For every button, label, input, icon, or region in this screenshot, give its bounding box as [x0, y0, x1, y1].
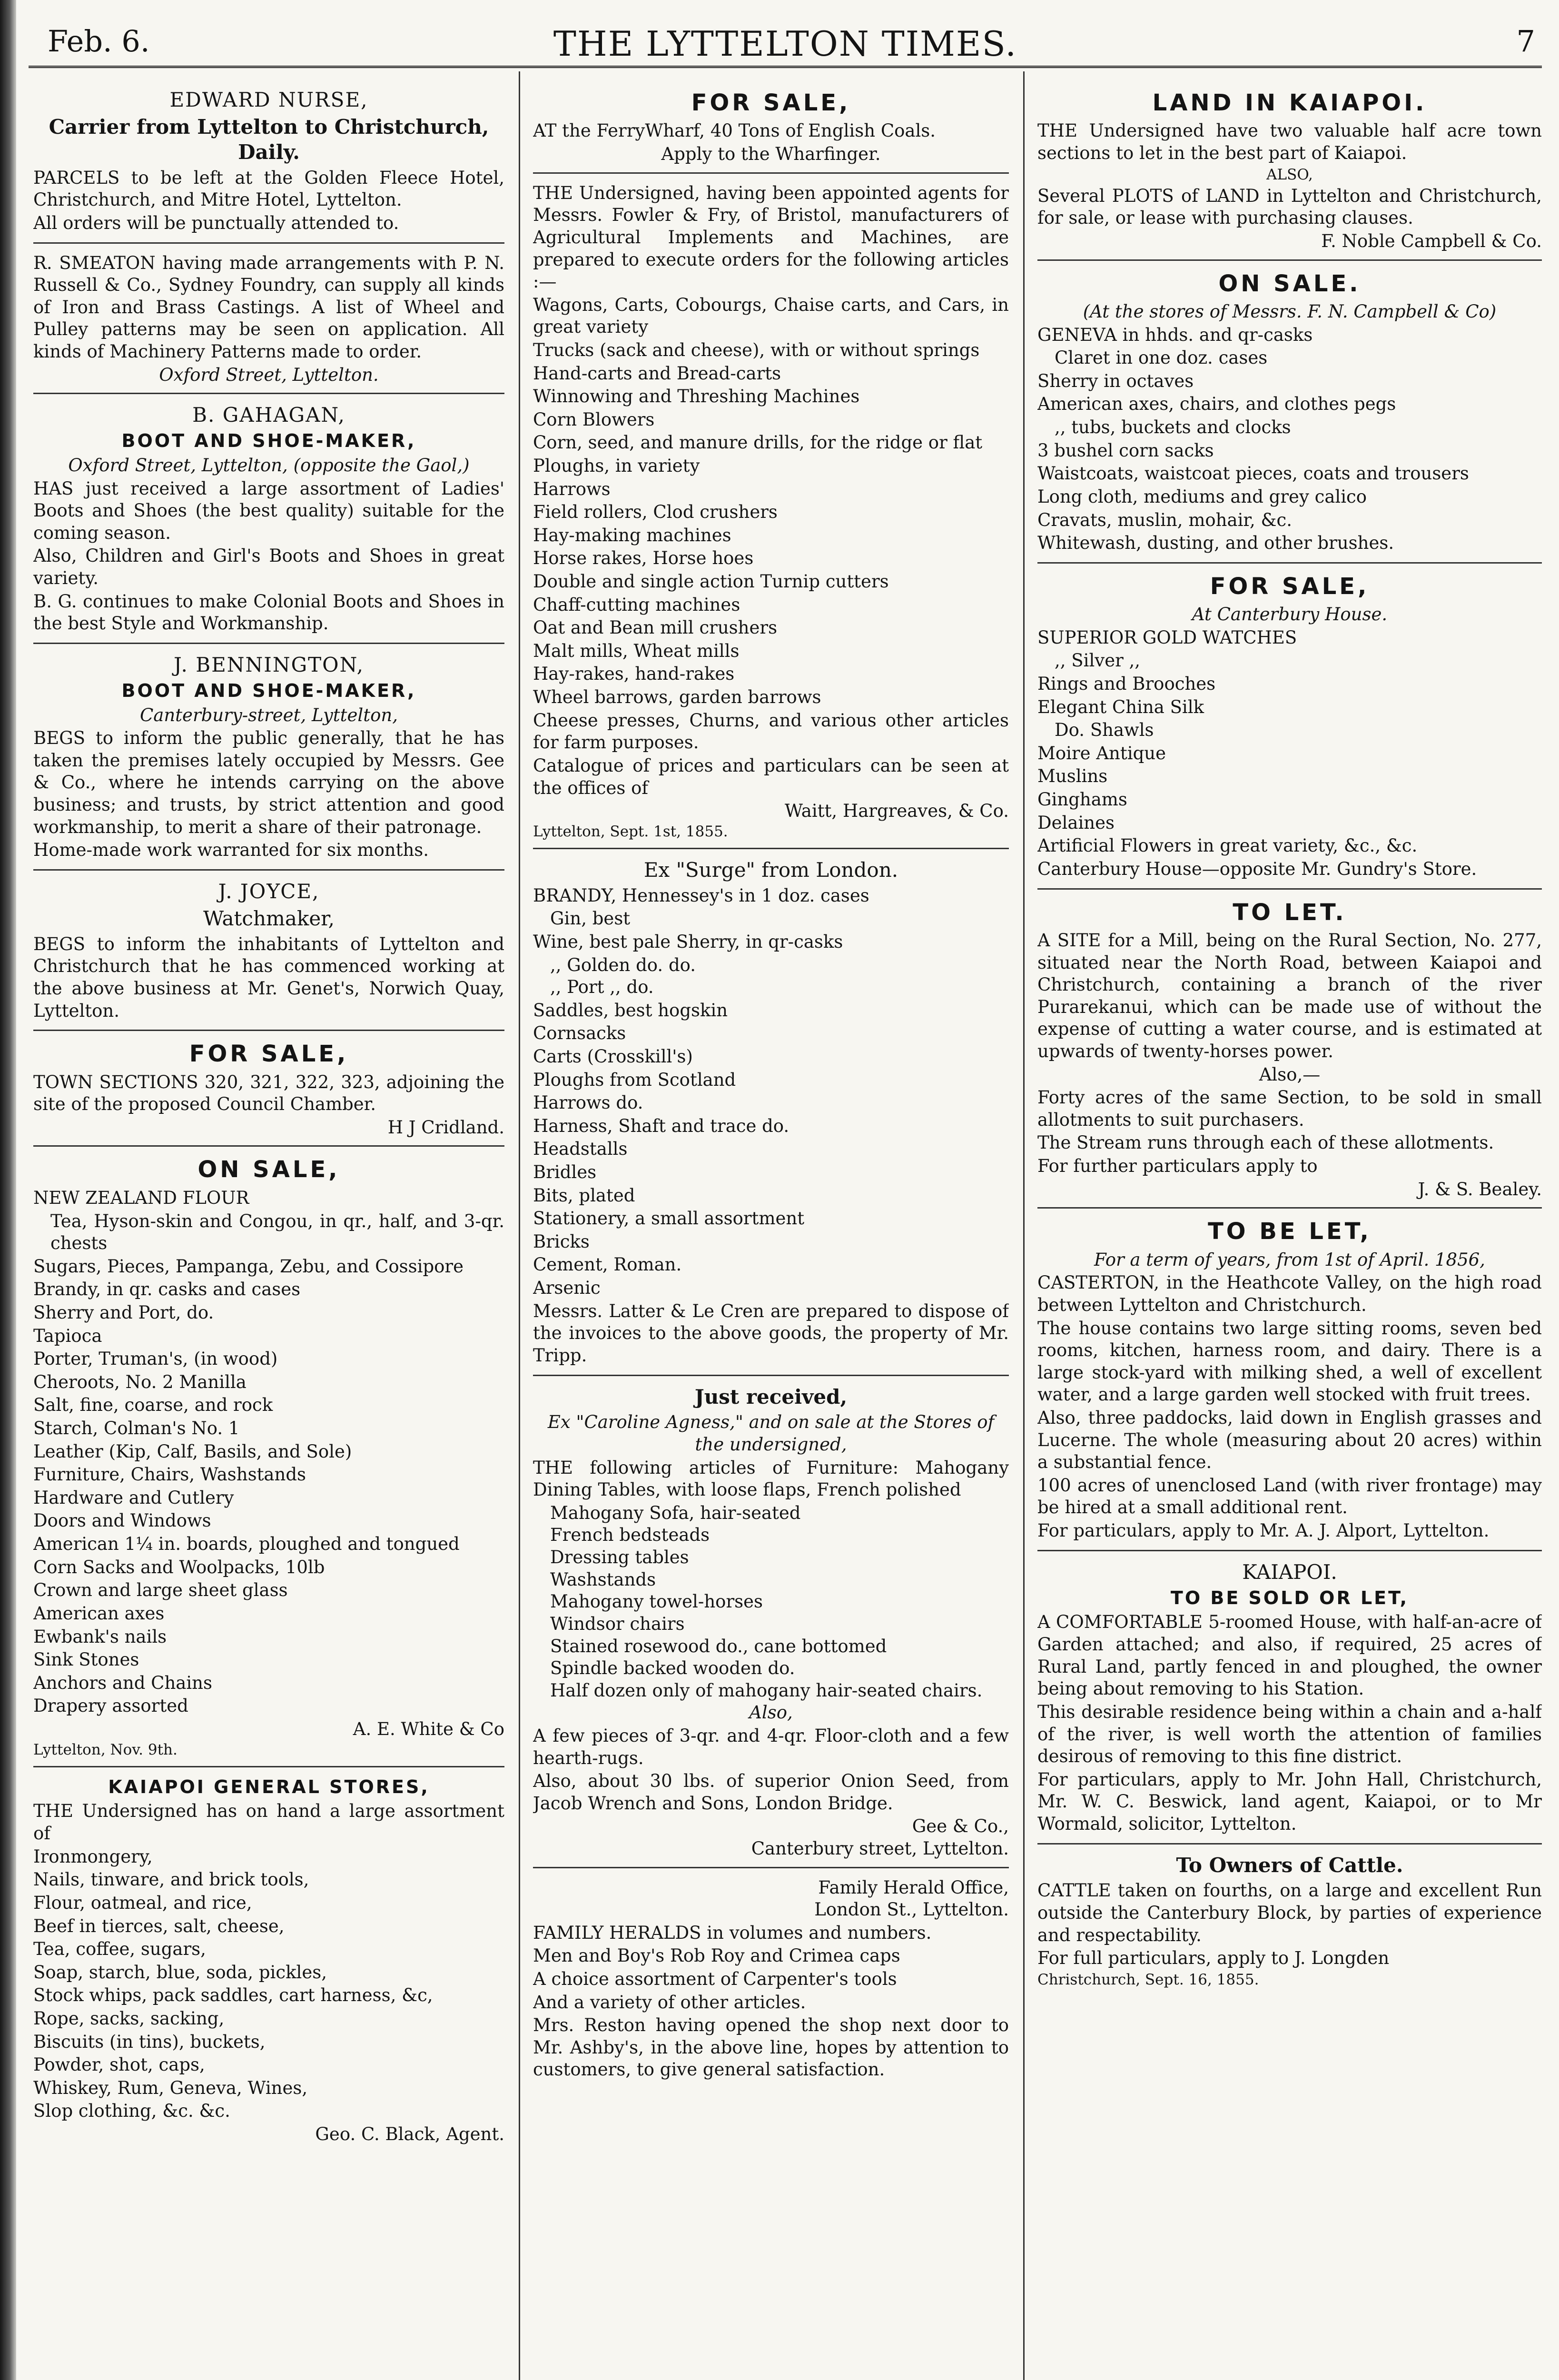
- ad-heading: Watchmaker,: [203, 906, 335, 930]
- advertisement: [33, 1155, 504, 1767]
- ad-text: AT the FerryWharf, 40 Tons of English Coals.: [533, 120, 936, 141]
- advertisement: [33, 653, 504, 871]
- ad-text: Also, three paddocks, laid down in English grasses and Lucerne. The whole (measuring about 20 acres) within a substantial fence.: [1037, 1408, 1542, 1473]
- ad-text: Apply to the Wharfinger.: [661, 144, 881, 165]
- ad-text: Messrs. Latter & Le Cren are prepared to dispose of the invoices to the above goods, the property of Mr. Tripp.: [533, 1300, 1009, 1366]
- ad-text: Brandy, in qr. casks and cases: [33, 1279, 301, 1300]
- ad-text: Oat and Bean mill crushers: [533, 617, 778, 638]
- ad-text: Also, about 30 lbs. of superior Onion Seed, from Jacob Wrench and Sons, London Bridge.: [533, 1771, 1009, 1814]
- ad-text: Bridles: [533, 1162, 597, 1183]
- column-2: [533, 86, 1009, 2380]
- ad-heading: BOOT AND SHOE-MAKER,: [121, 430, 416, 452]
- advertisement: [33, 879, 504, 1031]
- ad-text: BEGS to inform the public generally, that he has taken the premises lately occupied by Messrs. Gee & Co., where he intends carrying on the above business; and trusts, by strict attention and good workmanship, to merit a share of their patronage.: [33, 728, 504, 837]
- ad-text: Starch, Colman's No. 1: [33, 1418, 240, 1439]
- ad-text: FAMILY HERALDS in volumes and numbers.: [533, 1922, 932, 1943]
- ad-text: Long cloth, mediums and grey calico: [1037, 486, 1367, 507]
- ad-text: PARCELS to be left at the Golden Fleece Hotel, Christchurch, and Mitre Hotel, Lyttelton.: [33, 167, 504, 210]
- ad-text: Wheel barrows, garden barrows: [533, 687, 821, 708]
- page-number: 7: [1516, 24, 1535, 59]
- ad-text: Horse rakes, Horse hoes: [533, 548, 754, 569]
- ad-text: Canterbury House—opposite Mr. Gundry's Store.: [1037, 858, 1477, 879]
- ad-text: Anchors and Chains: [33, 1672, 212, 1693]
- ad-text: Spindle backed wooden do.: [550, 1658, 795, 1679]
- ad-text: Corn, seed, and manure drills, for the ridge or flat: [533, 432, 983, 453]
- ad-text: Catalogue of prices and particulars can be seen at the offices of: [533, 755, 1009, 798]
- ad-text: Gee & Co.,: [912, 1816, 1009, 1837]
- ad-text: Ironmongery,: [33, 1846, 153, 1867]
- column-1: [33, 86, 504, 2380]
- ad-text: B. G. continues to make Colonial Boots and Shoes in the best Style and Workmanship.: [33, 591, 504, 634]
- ad-text: BEGS to inform the inhabitants of Lyttelton and Christchurch that he has commenced working at the above business at Mr. Genet's, Norwich Quay, Lyttelton.: [33, 933, 504, 1021]
- ad-text: Washstands: [550, 1569, 656, 1590]
- ad-text: Winnowing and Threshing Machines: [533, 386, 860, 407]
- ad-text: Muslins: [1037, 766, 1108, 787]
- ad-text: Arsenic: [533, 1278, 601, 1299]
- ad-text: CASTERTON, in the Heathcote Valley, on the high road between Lyttelton and Christchurch.: [1037, 1272, 1542, 1315]
- ad-text: F. Noble Campbell & Co.: [1321, 230, 1542, 251]
- ad-text: ,, Silver ,,: [1055, 650, 1141, 671]
- ad-text: Lyttelton, Sept. 1st, 1855.: [533, 823, 728, 840]
- ad-text: Malt mills, Wheat mills: [533, 640, 740, 661]
- ad-text: Stationery, a small assortment: [533, 1208, 805, 1229]
- ad-text: Wagons, Carts, Cobourgs, Chaise carts, and Cars, in great variety: [533, 294, 1009, 337]
- ad-text: Corn Sacks and Woolpacks, 10lb: [33, 1557, 325, 1577]
- ad-text: Also,—: [1259, 1064, 1321, 1085]
- ad-text: Wine, best pale Sherry, in qr-casks: [533, 931, 843, 952]
- ad-text: Biscuits (in tins), buckets,: [33, 2031, 266, 2052]
- ad-text: ALSO,: [1266, 166, 1313, 183]
- ad-text: Artificial Flowers in great variety, &c., &c.: [1037, 835, 1418, 856]
- ad-text: Oxford Street, Lyttelton.: [159, 364, 379, 385]
- ad-text: THE Undersigned have two valuable half acre town sections to let in the best part of Kaiapoi.: [1037, 120, 1542, 164]
- ad-text: TOWN SECTIONS 320, 321, 322, 323, adjoining the site of the proposed Council Chamber.: [33, 1071, 504, 1115]
- ad-heading: EDWARD NURSE,: [169, 88, 368, 111]
- ad-text: Forty acres of the same Section, to be sold in small allotments to suit purchasers.: [1037, 1087, 1542, 1130]
- ad-text: Cheroots, No. 2 Manilla: [33, 1371, 247, 1392]
- ad-text: Ex "Caroline Agness," and on sale at the Stores of the undersigned,: [547, 1412, 995, 1455]
- ad-heading: BOOT AND SHOE-MAKER,: [121, 680, 416, 701]
- ad-text: Waitt, Hargreaves, & Co.: [784, 801, 1009, 822]
- advertisement: [33, 252, 504, 395]
- ad-text: Canterbury-street, Lyttelton,: [139, 704, 398, 725]
- ad-text: ,, tubs, buckets and clocks: [1055, 417, 1291, 438]
- ad-text: Elegant China Silk: [1037, 696, 1204, 717]
- ad-heading: KAIAPOI.: [1242, 1560, 1337, 1584]
- ad-text: A few pieces of 3-qr. and 4-qr. Floor-cloth and a few hearth-rugs.: [533, 1725, 1009, 1768]
- advertisement: [1037, 572, 1542, 890]
- ad-text: The Stream runs through each of these allotments.: [1037, 1132, 1494, 1153]
- ad-text: Trucks (sack and cheese), with or without springs: [533, 339, 980, 360]
- ad-text: Tea, Hyson-skin and Congou, in qr., half, and 3-qr. chests: [50, 1210, 504, 1254]
- ad-text: (At the stores of Messrs. F. N. Campbell & Co): [1083, 301, 1497, 322]
- page-binding-edge: [0, 0, 16, 2380]
- ad-text: Dressing tables: [550, 1547, 689, 1568]
- ad-text: Cravats, muslin, mohair, &c.: [1037, 509, 1292, 530]
- ad-text: Christchurch, Sept. 16, 1855.: [1037, 1971, 1259, 1988]
- ad-text: Also,: [749, 1702, 793, 1723]
- ad-text: 100 acres of unenclosed Land (with river frontage) may be hired at a small additional rent.: [1037, 1475, 1542, 1518]
- ad-text: Gin, best: [550, 908, 631, 929]
- advertisement: [533, 1385, 1009, 1868]
- ad-text: Soap, starch, blue, soda, pickles,: [33, 1962, 327, 1983]
- advertisement: [33, 1040, 504, 1147]
- advertisement: [1037, 269, 1542, 564]
- ad-text: Tea, coffee, sugars,: [33, 1939, 206, 1960]
- ad-heading: TO BE LET,: [1208, 1218, 1372, 1245]
- ad-text: Home-made work warranted for six months.: [33, 840, 429, 861]
- ad-heading: LAND IN KAIAPOI.: [1152, 89, 1427, 116]
- ad-heading: KAIAPOI GENERAL STORES,: [108, 1776, 430, 1797]
- ad-heading: To Owners of Cattle.: [1176, 1853, 1403, 1877]
- ad-text: Mahogany Sofa, hair-seated: [550, 1502, 801, 1523]
- ad-text: Men and Boy's Rob Roy and Crimea caps: [533, 1945, 900, 1966]
- ad-heading: FOR SALE,: [189, 1041, 349, 1068]
- ad-text: Cheese presses, Churns, and various other articles for farm purposes.: [533, 710, 1009, 753]
- ad-text: Porter, Truman's, (in wood): [33, 1349, 278, 1369]
- ad-text: BRANDY, Hennessey's in 1 doz. cases: [533, 885, 869, 906]
- ad-text: Carts (Crosskill's): [533, 1046, 693, 1067]
- ad-text: Canterbury street, Lyttelton.: [751, 1838, 1009, 1859]
- ad-text: Delaines: [1037, 812, 1115, 833]
- ad-text: HAS just received a large assortment of Ladies' Boots and Shoes (the best quality) suitable for the coming season.: [33, 478, 504, 543]
- ad-text: For full particulars, apply to J. Longden: [1037, 1948, 1390, 1969]
- ad-text: French bedsteads: [550, 1525, 710, 1546]
- advertisement: [1037, 1853, 1542, 1996]
- ad-heading: Carrier from Lyttelton to Christchurch, Daily.: [49, 115, 489, 164]
- ad-text: Double and single action Turnip cutters: [533, 571, 889, 592]
- column-divider: [519, 71, 520, 2380]
- ad-text: This desirable residence being within a chain and a-half of the river, is well worth the attention of families desirous of removing to this fine district.: [1037, 1701, 1542, 1767]
- ad-heading: ON SALE.: [1218, 270, 1361, 297]
- ad-text: Whitewash, dusting, and other brushes.: [1037, 533, 1394, 554]
- ad-heading: J. JOYCE,: [218, 879, 320, 903]
- ad-text: Flour, oatmeal, and rice,: [33, 1892, 252, 1913]
- ad-text: CATTLE taken on fourths, on a large and excellent Run outside the Canterbury Block, by parties of experience and respectability.: [1037, 1880, 1542, 1945]
- ad-text: A SITE for a Mill, being on the Rural Section, No. 277, situated near the North Road, between Kaiapoi and Christchurch, containing a branch of the river Purarekanui, which can be made use of without the expense of cutting a water course, and is estimated at upwards of twenty-horses power.: [1037, 930, 1542, 1062]
- ad-text: ,, Golden do. do.: [550, 954, 696, 975]
- ad-text: Field rollers, Clod crushers: [533, 502, 778, 523]
- ad-text: American axes: [33, 1603, 165, 1624]
- advertisement: [33, 1776, 504, 2152]
- ad-text: For particulars, apply to Mr. John Hall, Christchurch, Mr. W. C. Beswick, land agent, Kaiapoi, or to Mr Wormald, solicitor, Lyttelton.: [1037, 1769, 1542, 1834]
- ad-text: Harness, Shaft and trace do.: [533, 1115, 789, 1136]
- ad-text: Family Herald Office,: [818, 1877, 1009, 1898]
- ad-text: THE following articles of Furniture: Mahogany Dining Tables, with loose flaps, French polished: [533, 1457, 1009, 1500]
- ad-text: Beef in tierces, salt, cheese,: [33, 1915, 285, 1936]
- ad-heading: B. GAHAGAN,: [192, 403, 345, 427]
- ad-text: Harrows: [533, 478, 611, 499]
- ad-text: Tapioca: [33, 1325, 102, 1346]
- ad-text: Rope, sacks, sacking,: [33, 2008, 225, 2029]
- ad-text: For further particulars apply to: [1037, 1156, 1318, 1177]
- ad-text: Stained rosewood do., cane bottomed: [550, 1636, 887, 1656]
- ad-text: For a term of years, from 1st of April. 1856,: [1094, 1249, 1485, 1270]
- ad-text: GENEVA in hhds. and qr-casks: [1037, 324, 1313, 345]
- advertisement: [1037, 89, 1542, 261]
- ad-text: Cornsacks: [533, 1023, 626, 1044]
- advertisement: [1037, 898, 1542, 1209]
- ad-text: Hand-carts and Bread-carts: [533, 363, 781, 384]
- ad-text: Hay-making machines: [533, 525, 731, 545]
- ad-text: 3 bushel corn sacks: [1037, 440, 1214, 461]
- ad-text: Ploughs from Scotland: [533, 1069, 736, 1090]
- ad-text: Drapery assorted: [33, 1696, 188, 1716]
- ad-text: Leather (Kip, Calf, Basils, and Sole): [33, 1441, 352, 1462]
- ad-text: THE Undersigned has on hand a large assortment of: [33, 1801, 504, 1844]
- ad-text: Powder, shot, caps,: [33, 2054, 205, 2075]
- ad-text: Bricks: [533, 1231, 590, 1252]
- ad-text: Oxford Street, Lyttelton, (opposite the Gaol,): [68, 455, 470, 476]
- ad-text: And a variety of other articles.: [533, 1992, 806, 2013]
- ad-text: Moire Antique: [1037, 743, 1166, 764]
- ad-text: Half dozen only of mahogany hair-seated chairs.: [550, 1680, 983, 1701]
- ad-text: Nails, tinware, and brick tools,: [33, 1869, 309, 1890]
- ad-text: Sherry and Port, do.: [33, 1302, 214, 1323]
- ad-text: Headstalls: [533, 1139, 628, 1160]
- ad-text: Slop clothing, &c. &c.: [33, 2101, 230, 2122]
- ad-text: NEW ZEALAND FLOUR: [33, 1187, 249, 1208]
- ad-text: Mahogany towel-horses: [550, 1591, 763, 1612]
- ad-text: All orders will be punctually attended to.: [33, 212, 399, 233]
- ad-text: Do. Shawls: [1055, 720, 1154, 741]
- ad-text: Corn Blowers: [533, 409, 655, 430]
- masthead: [29, 14, 1542, 67]
- ad-text: At Canterbury House.: [1192, 604, 1388, 625]
- ad-text: Bits, plated: [533, 1185, 635, 1206]
- ad-text: Sherry in octaves: [1037, 370, 1194, 391]
- ad-text: Stock whips, pack saddles, cart harness, &c,: [33, 1985, 433, 2006]
- ad-text: THE Undersigned, having been appointed agents for Messrs. Fowler & Fry, of Bristol, manufacturers of Agricultural Implements and Machines, are prepared to execute orders for the following articles :—: [533, 182, 1009, 292]
- masthead-date: Feb. 6.: [48, 24, 150, 59]
- ad-text: For particulars, apply to Mr. A. J. Alport, Lyttelton.: [1037, 1520, 1490, 1541]
- ad-text: Ewbank's nails: [33, 1626, 167, 1647]
- ad-text: Ginghams: [1037, 789, 1127, 810]
- ad-text: The house contains two large sitting rooms, seven bed rooms, kitchen, harness room, and dairy. There is a large stock-yard with milking shed, a well of excellent water, and a large garden well stocked with fruit trees.: [1037, 1318, 1542, 1405]
- ad-heading: FOR SALE,: [1210, 573, 1370, 600]
- masthead-title: THE LYTTELTON TIMES.: [553, 24, 1017, 64]
- ad-text: Doors and Windows: [33, 1510, 211, 1531]
- advertisement: [533, 89, 1009, 174]
- ad-heading: Ex "Surge" from London.: [643, 858, 898, 882]
- ad-text: American axes, chairs, and clothes pegs: [1037, 394, 1396, 415]
- ad-text: R. SMEATON having made arrangements with P. N. Russell & Co., Sydney Foundry, can supply all kinds of Iron and Brass Castings. A list of Wheel and Pulley patterns may be seen on application. All kinds of Machinery Patterns made to order.: [33, 252, 504, 362]
- advertisement: [533, 182, 1009, 849]
- advertisement: [1037, 1560, 1542, 1844]
- advertisement: [533, 1877, 1009, 2089]
- ad-text: J. & S. Bealey.: [1418, 1179, 1542, 1200]
- ad-text: Ploughs, in variety: [533, 456, 700, 476]
- ad-text: A. E. White & Co: [353, 1718, 504, 1739]
- ad-text: Crown and large sheet glass: [33, 1580, 288, 1601]
- ad-text: A choice assortment of Carpenter's tools: [533, 1969, 897, 1990]
- ad-text: Several PLOTS of LAND in Lyttelton and Christchurch, for sale, or lease with purchasing clauses.: [1037, 185, 1542, 228]
- column-divider: [1023, 71, 1025, 2380]
- ad-text: H J Cridland.: [387, 1117, 504, 1138]
- ad-text: Harrows do.: [533, 1092, 643, 1113]
- advertisement: [1037, 1217, 1542, 1551]
- ad-text: London St., Lyttelton.: [814, 1899, 1009, 1920]
- ad-text: Chaff-cutting machines: [533, 594, 740, 615]
- ad-text: Mrs. Reston having opened the shop next door to Mr. Ashby's, in the above line, hopes by attention to customers, to give general satisfaction.: [533, 2015, 1009, 2080]
- ad-heading: TO BE SOLD OR LET,: [1170, 1587, 1409, 1608]
- ad-text: Hay-rakes, hand-rakes: [533, 664, 735, 684]
- ad-text: Furniture, Chairs, Washstands: [33, 1464, 306, 1485]
- ad-text: ,, Port ,, do.: [550, 977, 654, 998]
- ad-text: Hardware and Cutlery: [33, 1487, 234, 1508]
- advertisement: [533, 858, 1009, 1376]
- ad-text: Saddles, best hogskin: [533, 1000, 728, 1021]
- ad-text: Windsor chairs: [550, 1613, 685, 1634]
- ad-text: Claret in one doz. cases: [1055, 347, 1268, 368]
- ad-heading: ON SALE,: [197, 1156, 340, 1183]
- advertisement: [33, 88, 504, 244]
- masthead-rule: [29, 66, 1542, 68]
- ad-text: SUPERIOR GOLD WATCHES: [1037, 627, 1297, 648]
- ad-heading: Just received,: [694, 1385, 848, 1408]
- ad-text: Rings and Brooches: [1037, 674, 1216, 694]
- advertisement: [33, 403, 504, 644]
- ad-text: Whiskey, Rum, Geneva, Wines,: [33, 2077, 308, 2098]
- ad-heading: J. BENNINGTON,: [173, 653, 365, 676]
- ad-heading: TO LET.: [1233, 899, 1347, 926]
- ad-text: Cement, Roman.: [533, 1254, 682, 1275]
- ad-text: Sugars, Pieces, Pampanga, Zebu, and Cossipore: [33, 1256, 464, 1277]
- column-3: [1037, 86, 1542, 2380]
- ad-text: A COMFORTABLE 5-roomed House, with half-an-acre of Garden attached; and also, if required, 25 acres of Rural Land, partly fenced in and ploughed, the owner being about removing to his Station.: [1037, 1612, 1542, 1699]
- ad-text: Geo. C. Black, Agent.: [315, 2124, 504, 2144]
- ad-text: Also, Children and Girl's Boots and Shoes in great variety.: [33, 545, 504, 589]
- ad-text: Lyttelton, Nov. 9th.: [33, 1741, 178, 1758]
- ad-text: Salt, fine, coarse, and rock: [33, 1395, 273, 1416]
- ad-text: Waistcoats, waistcoat pieces, coats and trousers: [1037, 463, 1469, 484]
- ad-text: Sink Stones: [33, 1649, 139, 1670]
- ad-text: American 1¼ in. boards, ploughed and tongued: [33, 1534, 460, 1555]
- ad-heading: FOR SALE,: [691, 89, 851, 116]
